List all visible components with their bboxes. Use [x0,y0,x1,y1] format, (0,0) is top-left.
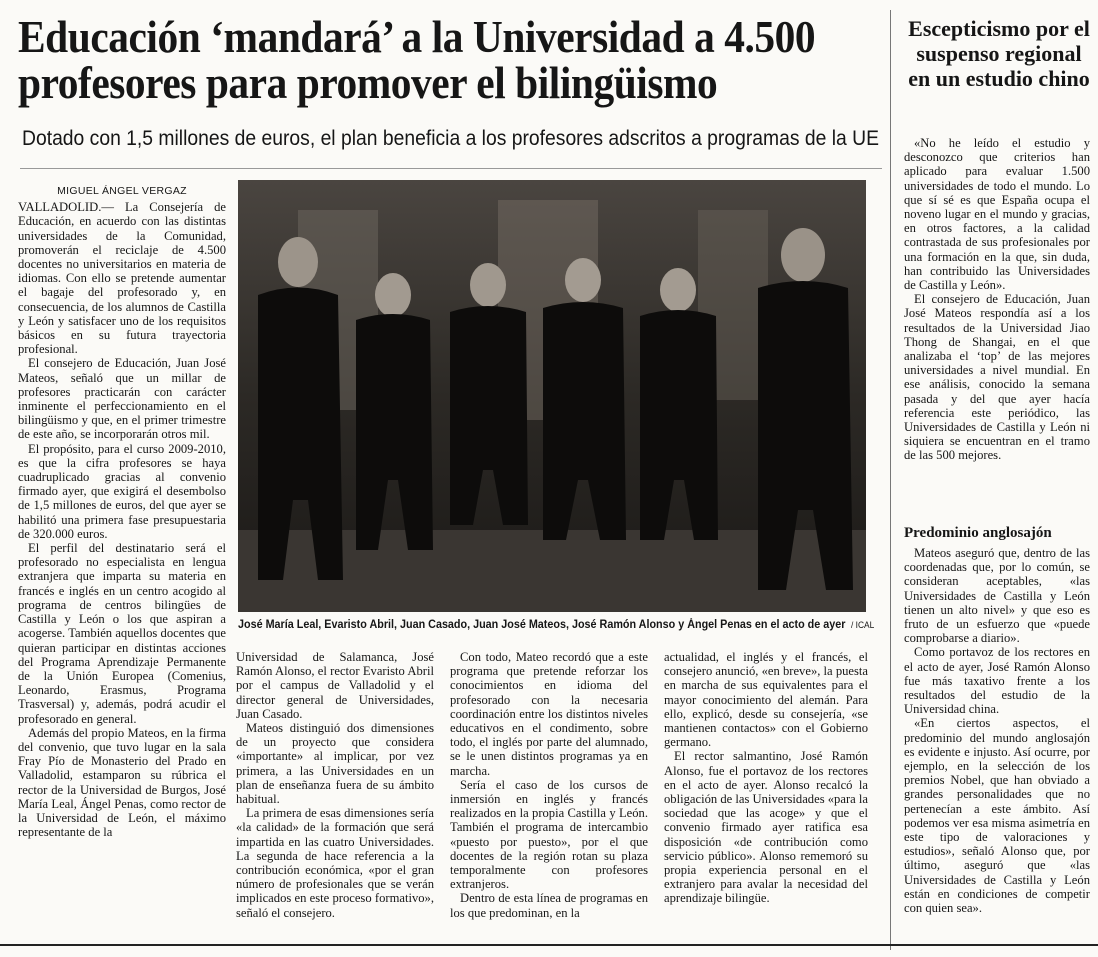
paragraph: «En ciertos aspectos, el predominio del mundo anglosajón es evidente e injusto. Así ocurre, por ejemplo, en la selección de los premios Nobel, que han obviado a grandes personalidades que no pertenecían a este ámbito. Así podemos ver esa misma asimetría en este tipo de valoraciones y estudios», señaló Alonso que, por último, aseguró que «las Universidades de Castilla y León están en condiciones de competir con quien sea». [904,716,1090,916]
paragraph: La primera de esas dimensiones sería «la calidad» de la formación que será impartida en las cuatro Universidades. La segunda de hace referencia a la contribución económica, «por el gran número de profesionales que se verán implicados en este proceso formativo», señaló el consejero. [236,806,434,920]
article-column-4 [664,650,868,906]
caption-text: José María Leal, Evaristo Abril, Juan Casado, Juan José Mateos, José Ramón Alonso y Ángel Penas en el acto de ayer [238,618,846,631]
paragraph: El rector salmantino, José Ramón Alonso, fue el portavoz de los rectores en el acto de ayer. Alonso recalcó la obligación de las Universidades «para la sociedad que las acoge» y que el convenio firmado ayer ratifica esa disposición «de contribución como servicio público». Alonso rememoró su propia experiencia personal en el extranjero para avalar la necesidad del aprendizaje bilingüe. [664,749,868,906]
headline-line-1: Educación ‘mandará’ a la Universidad a 4.500 [18,11,816,62]
headline-line-2: profesores para promover el bilingüismo [18,57,718,108]
sidebar-title: Escepticismo por el suspenso regional en un estudio chino [908,16,1090,91]
headline [18,11,816,108]
photo-caption [238,618,875,632]
paragraph: Dentro de esta línea de programas en los que predominan, en la [450,891,648,920]
paragraph: VALLADOLID.— La Consejería de Educación, en acuerdo con las distintas universidades de la Comunidad, promoverán el reciclaje de 4.500 docentes no universitarios en materia de idiomas. Con ello se pretende aumentar el bagaje del profesorado y, en consecuencia, de los alumnos de Castilla y León y satisfacer uno de los requisitos básicos en su futura trayectoria profesional. [18,200,226,357]
paragraph: Sería el caso de los cursos de inmersión en inglés y francés realizados en la propia Castilla y León. También el programa de intercambio «puesto por puesto», por el que docentes de la región rotan su plaza temporalmente con profesores extranjeros. [450,777,648,892]
paragraph: actualidad, el inglés y el francés, el consejero anunció, «en breve», la puesta en marcha de sus equivalentes para el mayor conocimiento del alemán. Para ello, explicó, desde su consejería, «se mantienen contactos» con el Gobierno germano. [664,650,868,750]
news-photo [238,180,866,612]
paragraph: «No he leído el estudio y desconozco que criterios han aplicado para evaluar 1.500 universidades de todo el mundo. Lo que sí sé es que España ocupa el noveno lugar en el mundo y gracias, en otros factores, a la calidad contrastada de sus profesionales por una formación en la que, sin duda, han contribuido las Universidades de Castilla y León». [904,136,1090,293]
sidebar-column-bottom [904,546,1090,915]
paragraph: Como portavoz de los rectores en el acto de ayer, José Ramón Alonso fue más taxativo frente a los resultados del estudio de la Universidad china. [904,645,1090,717]
paragraph: Con todo, Mateo recordó que a este programa que pretende reforzar los conocimientos en idioma del profesorado con la necesaria coordinación entre los distintos niveles educativos en el condimento, sobre todo, el inglés por parte del alumnado, se le unen distintos programas ya en marcha. [450,650,648,778]
paragraph: El propósito, para el curso 2009-2010, es que la cifra profesores se haya cuadruplicado gracias al convenio firmado ayer, que exigirá el desembolso de 1,5 millones de euros, del que ayer se habilitó una primera fase presupuestaria de 320.000 euros. [18,441,226,541]
paragraph: El consejero de Educación, Juan José Mateos respondía así a los resultados de la Universidad Jiao Thong de Shangai, en el que analizaba el ‘top’ de las mejores universidades a nivel mundial. En ese análisis, conocido la semana pasada y del que ayer hacía referencia este periódico, las Universidades de Castilla y León ni siquiera se encuentran en el tramo de las 500 mejores. [904,292,1090,463]
byline: MIGUEL ÁNGEL VERGAZ [57,185,187,197]
paragraph: Mateos aseguró que, dentro de las coordenadas que, por lo común, se consideran aceptables, «las Universidades de Castilla y León tienen un alto nivel» y que eso es fruto de un esfuerzo que «puede comprobarse a diario». [904,546,1090,646]
bottom-divider [0,944,1098,946]
sidebar-divider [890,10,891,950]
photo-illustration [238,180,866,612]
sidebar-column-top [904,136,1090,463]
article-column-1 [18,184,226,839]
article-column-2 [236,650,434,920]
paragraph: Universidad de Salamanca, José Ramón Alonso, el rector Evaristo Abril por el campus de Valladolid y el director general de Universidades, Juan Casado. [236,650,434,721]
photo-credit: / ICAL [851,620,875,630]
top-divider [20,168,882,169]
article-column-3 [450,650,648,920]
article-subtitle: Dotado con 1,5 millones de euros, el plan beneficia a los profesores adscritos a programas de la UE [22,127,880,150]
paragraph: Además del propio Mateos, en la firma del convenio, que tuvo lugar en la sala Fray Pío de Monasterio del Prado en Valladolid, estamparon su rúbrica el rector de la Universidad de Burgos, José María Leal, Ángel Penas, como rector de la Universidad de León, el máximo representante de la [18,725,226,840]
paragraph: Mateos distinguió dos dimensiones de un proyecto que considera «importante» al implicar, por vez primera, a las Universidades en un plan de enseñanza fuera de su ámbito habitual. [236,721,434,807]
paragraph: El consejero de Educación, Juan José Mateos, señaló que un millar de profesores practicarán con carácter inminente el perfeccionamiento en el bilingüismo y que, en el primer trimestre de este año, se incorporarán otros mil. [18,356,226,442]
sidebar-subheading: Predominio anglosajón [904,525,1052,541]
paragraph: El perfil del destinatario será el profesorado no especialista en lengua extranjera que imparta su materia en francés e inglés en un centro acogido al programa de centros bilingües de Castilla y León o los que aspiran a acogerse. También aquellos docentes que quieran participar en distintas acciones del Programa Aprendizaje Permanente de la Unión Europea (Comenius, Leonardo, Erasmus, Programa Trasversal) y, además, podrá acudir el profesorado en general. [18,541,226,726]
